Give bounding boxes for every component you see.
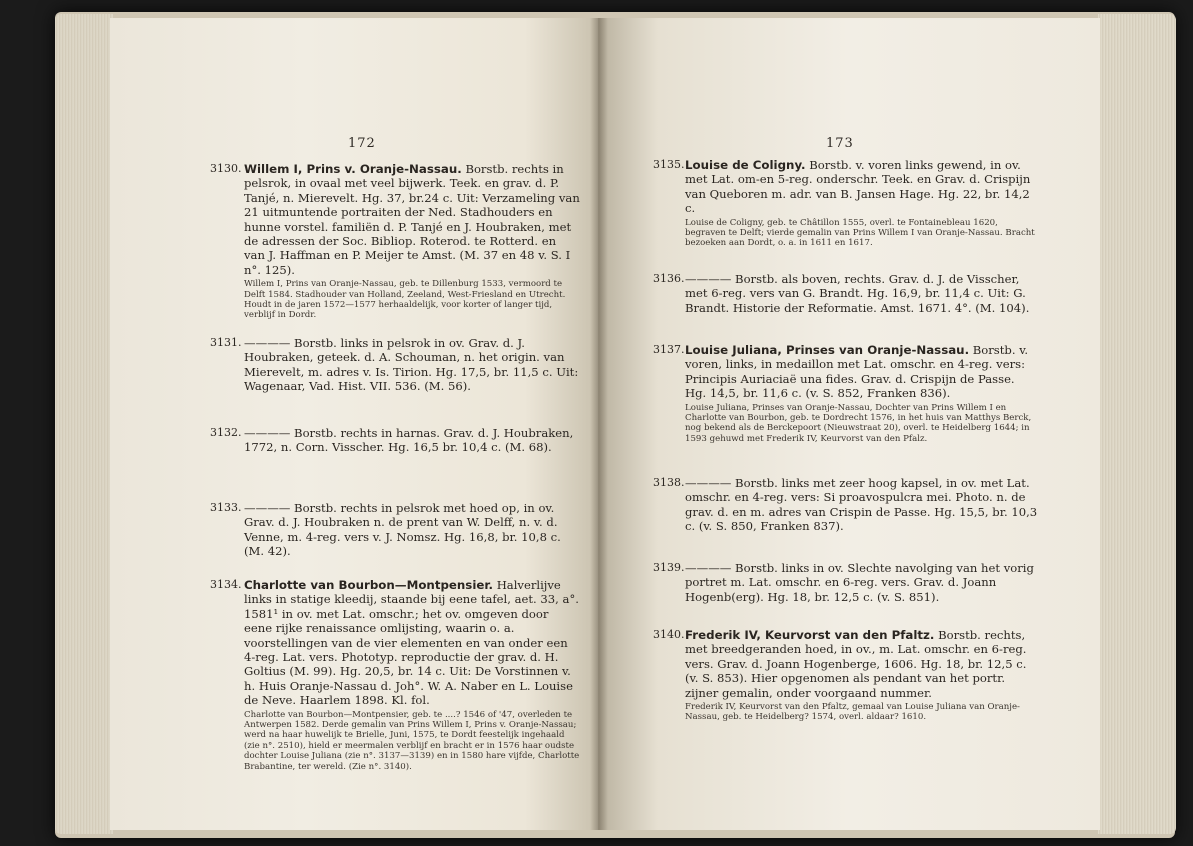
entry-note: Louise de Coligny, geb. te Châtillon 1555, overl. te Fontainebleau 1620, begraven te Delft; vierde gemalin van Prins Willem I van Oranje-Nassau. Bracht bezoeken aan Dordt, o. a. in 1611 en 1617.	[685, 217, 1035, 249]
entry-number: 3131.	[210, 336, 242, 349]
entry-title: Frederik IV, Keurvorst van den Pfaltz.	[685, 628, 935, 642]
entry-number: 3139.	[653, 561, 685, 574]
entry-text: Borstb. v. voren links gewend, in ov. met Lat. om-en 5-reg. onderschr. Teek. en Grav. d. Crispijn van Queboren m. adr. van B. Jansen Hage. Hg. 22, br. 14,2 c.	[685, 158, 1031, 216]
entry-text: Borstb. v. voren, links, in medaillon met Lat. omschr. en 4-reg. vers: Principis Auriaciaë una fides. Grav. d. Crispijn de Passe. Hg. 14,5, br. 11,6 c. (v. S. 852, Franken 836).	[685, 343, 1029, 401]
entry-title: Louise Juliana, Prinses van Oranje-Nassau.	[685, 343, 970, 357]
entry-text: ———— Borstb. links in ov. Slechte navolging van het vorig portret m. Lat. omschr. en 6-reg. vers. Grav. d. Joann Hogenb(erg). Hg. 18, br. 12,5 c. (v. S. 851).	[685, 561, 1034, 604]
entry-number: 3135.	[653, 158, 685, 171]
right-page	[598, 18, 1100, 830]
entry-text: ———— Borstb. rechts in harnas. Grav. d. J. Houbraken, 1772, n. Corn. Visscher. Hg. 16,5 br. 10,4 c. (M. 68).	[244, 426, 574, 455]
entry-number: 3134.	[210, 578, 242, 591]
book-gutter	[590, 18, 608, 830]
entry-note: Charlotte van Bourbon—Montpensier, geb. te ....? 1546 of '47, overleden te Antwerpen 1582. Derde gemalin van Prins Willem I, Prins v. Oranje-Nassau; werd na haar huwelijk te Brielle, Juni, 1575, te Dordt feestelijk ingehaald (zie n°. 2510), hield er meermalen verblijf en bracht er in 1576 haar oudste dochter Louise Juliana (zie n°. 3137—3139) en in 1580 hare vijfde, Charlotte Brabantine, ter wereld. (Zie n°. 3140).	[244, 709, 580, 772]
entry-number: 3132.	[210, 426, 242, 439]
entry-text: ———— Borstb. als boven, rechts. Grav. d. J. de Visscher, met 6-reg. vers van G. Brandt. Hg. 16,9, br. 11,4 c. Uit: G. Brandt. Historie der Reformatie. Amst. 1671. 4°. (M. 104).	[685, 272, 1030, 315]
left-page	[110, 18, 598, 830]
entry-text: ———— Borstb. links met zeer hoog kapsel, in ov. met Lat. omschr. en 4-reg. vers: Si proavospulcra mei. Photo. n. de grav. d. en m. adres van Crispin de Passe. Hg. 15,5, br. 10,3 c. (v. S. 850, Franken 837).	[685, 476, 1038, 534]
entry-number: 3140.	[653, 628, 685, 641]
entry-text: ———— Borstb. links in pelsrok in ov. Grav. d. J. Houbraken, geteek. d. A. Schouman, n. het origin. van Mierevelt, m. adres v. Is. Tirion. Hg. 17,5, br. 11,5 c. Uit: Wagenaar, Vad. Hist. VII. 536. (M. 56).	[244, 336, 579, 394]
entry-number: 3130.	[210, 162, 242, 175]
entry-title: Louise de Coligny.	[685, 158, 806, 172]
entry-text: Halverlijve links in statige kleedij, staande bij eene tafel, aet. 33, a°. 1581¹ in ov. met Lat. omschr.; het ov. omgeven door eene rijke renaissance omlijsting, waarin o. a. voorstellingen van de vier elementen en van onder een 4-reg. Lat. vers. Phototyp. reproductie der grav. d. H. Goltius (M. 99). Hg. 20,5, br. 14 c. Uit: De Vorstinnen v. h. Huis Oranje-Nassau d. Joh°. W. A. Naber en L. Louise de Neve. Haarlem 1898. Kl. fol.	[244, 578, 579, 708]
entry-number: 3137.	[653, 343, 685, 356]
entry-note: Frederik IV, Keurvorst van den Pfaltz, gemaal van Louise Juliana van Oranje-Nassau, geb. te Heidelberg? 1574, overl. aldaar? 1610.	[685, 702, 1020, 723]
entry-note: Willem I, Prins van Oranje-Nassau, geb. te Dillenburg 1533, vermoord te Delft 1584. Stadhouder van Holland, Zeeland, West-Friesland en Utrecht. Houdt in de jaren 1572—1577 herhaaldelijk, voor korter of langer tijd, verblijf in Dordr.	[244, 279, 566, 321]
entry-number: 3136.	[653, 272, 685, 285]
page-edges-right	[1098, 14, 1176, 834]
entry-text: Borstb. rechts in pelsrok, in ovaal met veel bijwerk. Teek. en grav. d. P. Tanjé, n. Mierevelt. Hg. 37, br.24 c. Uit: Verzameling van 21 uitmuntende portraiten der Ned. Stadhouders en hunne vorstel. familiën d. P. Tanjé en J. Houbraken, met de adressen der Soc. Bibliop. Roterod. te Rotterd. en van J. Haffman en P. Meijer te Amst. (M. 37 en 48 v. S. I n°. 125).	[244, 162, 580, 277]
page-edges-left	[55, 14, 113, 834]
entry-text: Borstb. rechts, met breedgeranden hoed, in ov., m. Lat. omschr. en 6-reg. vers. Grav. d. Joann Hogenberge, 1606. Hg. 18, br. 12,5 c. (v. S. 853). Hier opgenomen als pendant van het portr. zijner gemalin, onder voorgaand nummer.	[685, 628, 1027, 700]
entry-number: 3133.	[210, 501, 242, 514]
page-number: 173	[826, 136, 854, 151]
entry-number: 3138.	[653, 476, 685, 489]
page-number: 172	[348, 136, 376, 151]
entry-title: Charlotte van Bourbon—Montpensier.	[244, 578, 493, 592]
entry-note: Louise Juliana, Prinses van Oranje-Nassau, Dochter van Prins Willem I en Charlotte van Bourbon, geb. te Dordrecht 1576, in het huis van Matthys Berck, nog bekend als de Berckepoort (Nieuwstraat 20), overl. te Heidelberg 1644; in 1593 gehuwd met Frederik IV, Keurvorst van den Pfalz.	[685, 402, 1032, 444]
entry-text: ———— Borstb. rechts in pelsrok met hoed op, in ov. Grav. d. J. Houbraken n. de prent van W. Delff, n. v. d. Venne, m. 4-reg. vers v. J. Nomsz. Hg. 16,8, br. 10,8 c. (M. 42).	[244, 501, 561, 559]
entry-title: Willem I, Prins v. Oranje-Nassau.	[244, 162, 462, 176]
